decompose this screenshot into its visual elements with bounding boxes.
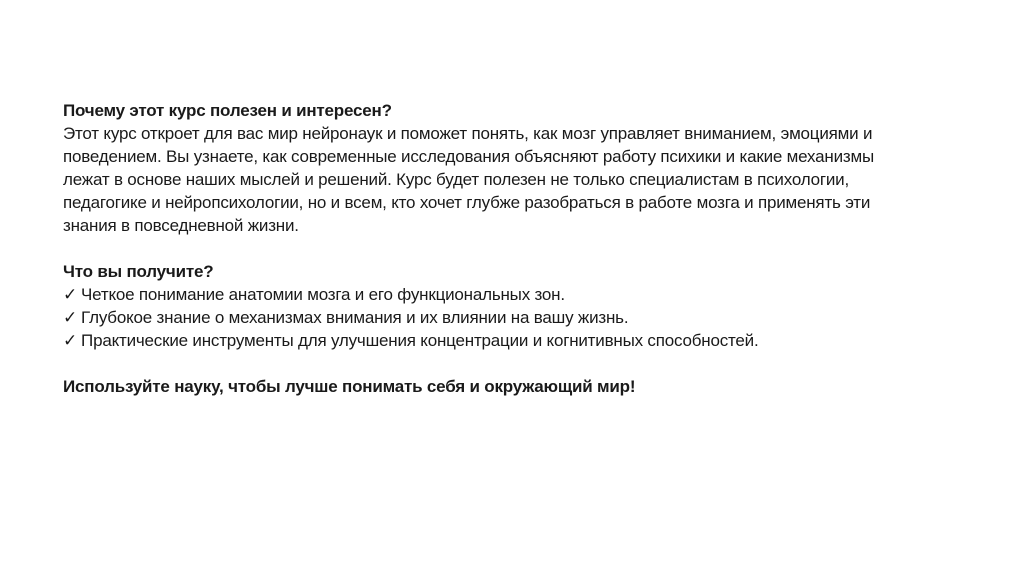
paragraph-line: лежат в основе наших мыслей и решений. Курс будет полезен не только специалистам в психологии, <box>63 170 850 189</box>
benefit-item-text: Глубокое знание о механизмах внимания и их влиянии на вашу жизнь. <box>81 308 629 327</box>
benefit-item <box>63 329 963 352</box>
spacer <box>63 237 963 260</box>
benefit-item <box>63 283 963 306</box>
paragraph-line: поведением. Вы узнаете, как современные исследования объясняют работу психики и какие механизмы <box>63 147 874 166</box>
closing-statement: Используйте науку, чтобы лучше понимать себя и окружающий мир! <box>63 377 636 396</box>
checkmark-icon: ✓ <box>63 308 78 327</box>
paragraph-line: знания в повседневной жизни. <box>63 216 299 235</box>
paragraph-line: педагогике и нейропсихологии, но и всем, кто хочет глубже разобраться в работе мозга и применять эти <box>63 193 871 212</box>
section-heading-why: Почему этот курс полезен и интересен? <box>63 101 392 120</box>
section-heading-benefits: Что вы получите? <box>63 262 214 281</box>
benefit-item-text: Практические инструменты для улучшения концентрации и когнитивных способностей. <box>81 331 759 350</box>
checkmark-icon: ✓ <box>63 285 78 304</box>
checkmark-icon: ✓ <box>63 331 78 350</box>
spacer <box>63 352 963 375</box>
benefit-item-text: Четкое понимание анатомии мозга и его функциональных зон. <box>81 285 565 304</box>
benefit-item <box>63 306 963 329</box>
paragraph-line: Этот курс откроет для вас мир нейронаук и поможет понять, как мозг управляет вниманием, эмоциями и <box>63 124 873 143</box>
text-block <box>63 99 963 398</box>
